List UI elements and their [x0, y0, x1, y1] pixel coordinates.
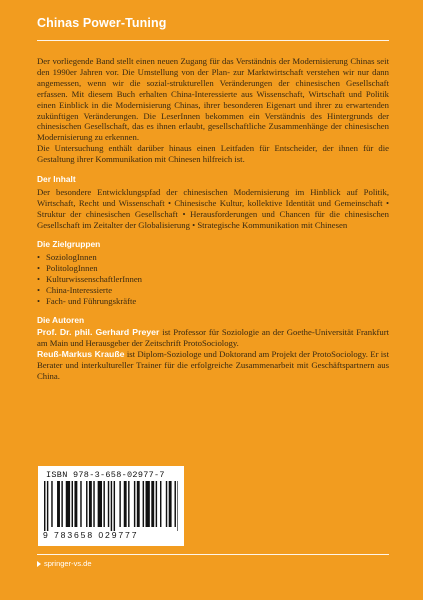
list-item: • China-Interessierte: [37, 285, 389, 296]
autoren-heading: Die Autoren: [37, 314, 85, 325]
book-title: Chinas Power-Tuning: [37, 16, 167, 30]
author-1-text: ist Professor für Soziologie an der Goethe-Universität Frankfurt am Main und Herausgeber der Zeitschrift ProtoSociology.: [37, 327, 390, 349]
top-divider: [37, 40, 389, 41]
author-2-name: Reuß-Markus Krauße: [37, 349, 125, 360]
list-item: • SoziologInnen: [37, 252, 389, 263]
inhalt-heading: Der Inhalt: [37, 174, 76, 185]
author-1-bio: [37, 327, 389, 349]
isbn-label: ISBN 978-3-658-02977-7: [46, 470, 165, 480]
isbn-barcode: [38, 466, 184, 546]
cover-text: [37, 56, 389, 382]
author-1-name: Prof. Dr. phil. Gerhard Preyer: [37, 327, 160, 338]
inhalt-text: Der besondere Entwicklungspfad der chinesischen Modernisierung im Hinblick auf Politik, Wirtschaft, Recht und Wissenschaft • Chinesische Kultur, kollektive Identität und Gemeinschaft • Struktur der chinesischen Gesellschaft • Herausforderungen und Chancen für die chinesischen Gesellschaft im Zeitalter der Globalisierung • Strategische Kommunikation mit Chinesen: [37, 186, 389, 230]
barcode-bars: [44, 481, 178, 531]
zielgruppen-list: [37, 252, 389, 307]
arrow-right-icon: [37, 561, 41, 567]
author-2-bio: [37, 349, 389, 382]
intro-paragraph-2: Die Untersuchung enthält darüber hinaus einen Leitfaden für Entscheider, der ihnen für die Gestaltung ihrer Kommunikation mit Chinesen hilfreich ist.: [37, 143, 389, 165]
author-2-text: ist Diplom-Soziologe und Doktorand am Projekt der ProtoSociology. Er ist Berater und interkultureller Trainer für die erfolgreiche Zusammenarbeit mit Geschäftspartnern aus China.: [37, 349, 389, 382]
intro-paragraph-1: Der vorliegende Band stellt einen neuen Zugang für das Verständnis der Modernisierung Chinas seit den 1990er Jahren vor. Die Umstellung von der Plan- zur Marktwirtschaft verstehen wir nur dann angemessen, wenn wir die sozial-strukturellen Veränderungen der chinesischen Gesellschaft erfassen. Mit diesem Buch erhalten China-Interessierte aus Wissenschaft, Wirtschaft und Politik einen Einblick in die Modernisierung Chinas, ihrer besonderen Eigenart und ihrer zu erwartenden zukünftigen Veränderungen. Die LeserInnen bekommen ein Verständnis des Hintergrunds der chinesischen Gesellschaft, das es ihnen erlaubt, gesellschaftliche Zusammenhänge der chinesischen Modernisierung zu erkennen.: [37, 56, 389, 143]
list-item: • KulturwissenschaftlerInnen: [37, 274, 389, 285]
bottom-divider: [37, 554, 389, 555]
zielgruppen-heading: Die Zielgruppen: [37, 238, 101, 249]
list-item: • PolitologInnen: [37, 263, 389, 274]
barcode-digits: 9 783658 029777: [43, 530, 139, 540]
publisher-url: springer-vs.de: [44, 559, 92, 568]
publisher-link[interactable]: [37, 559, 92, 568]
list-item: • Fach- und Führungskräfte: [37, 296, 389, 307]
